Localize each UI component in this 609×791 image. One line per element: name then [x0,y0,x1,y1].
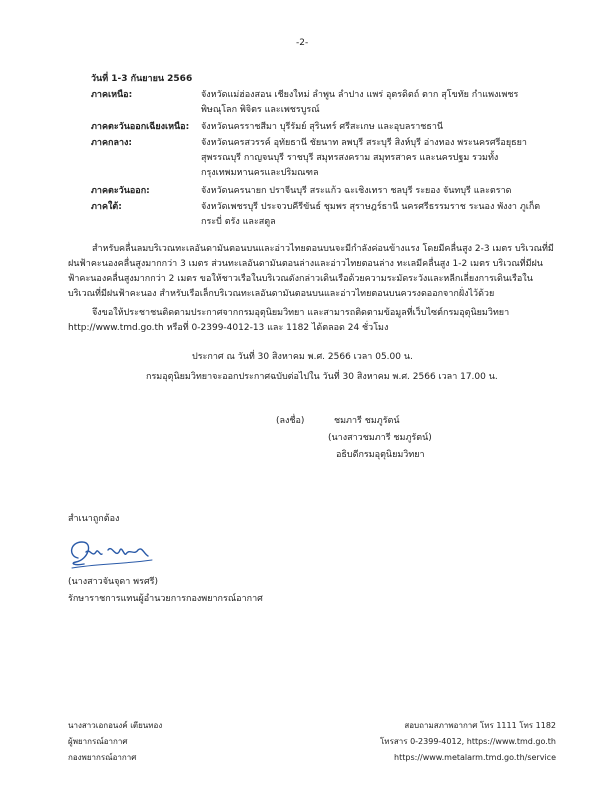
region-label: ภาคกลาง: [91,138,133,148]
region-provinces: จังหวัดแม่ฮ่องสอน เชียงใหม่ ลำพูน ลำปาง แพร่ อุตรดิตถ์ ตาก สุโขทัย กำแพงเพชร พิษณุโลก พิจิตร และเพชรบูรณ์ [201,90,519,115]
signed-prefix: (ลงชื่อ) [276,416,305,426]
region-central [91,136,551,181]
region-south [91,200,551,230]
region-label: ภาคตะวันออก: [91,186,150,196]
footer-right-line-1: สอบถามสภาพอากาศ โทร 1111 โทร 1182 [404,721,556,730]
certified-label: สำเนาถูกต้อง [68,514,120,524]
region-label: ภาคเหนือ: [91,90,133,100]
region-label: ภาคตะวันออกเฉียงเหนือ: [91,122,190,132]
follow-up-paragraph: จึงขอให้ประชาชนติดตามประกาศจากกรมอุตุนิยมวิทยา และสามารถติดตามข้อมูลที่เว็บไซต์กรมอุตุนิยมวิทยา http://www.tmd.go.th หรือที่ 0-2399-4012-13 และ 1182 ได้ตลอด 24 ชั่วโมง [68,308,510,333]
page-number: -2- [296,38,309,48]
footer-right-line-3[interactable]: https://www.metalarm.tmd.go.th/service [394,753,556,762]
footer-left-line-3: กองพยากรณ์อากาศ [68,753,137,762]
region-provinces: จังหวัดนครสวรรค์ อุทัยธานี ชัยนาท ลพบุรี สระบุรี สิงห์บุรี อ่างทอง พระนครศรีอยุธยา สุพรรณบุรี กาญจนบุรี ราชบุรี สมุทรสงคราม สมุทรสาคร และนครปฐม รวมทั้งกรุงเทพมหานครและปริมณฑล [201,138,527,178]
date-heading: วันที่ 1-3 กันยายน 2566 [91,74,193,84]
announce-line: ประกาศ ณ วันที่ 30 สิงหาคม พ.ศ. 2566 เวลา 05.00 น. [192,352,413,362]
certified-position: รักษาราชการแทนผู้อำนวยการกองพยากรณ์อากาศ [68,594,263,604]
region-north [91,88,551,118]
signer-full-name: (นางสาวชมภารี ชมภูรัตน์) [328,433,432,443]
region-northeast [91,120,551,135]
footer-left-line-2: ผู้พยากรณ์อากาศ [68,737,128,746]
region-provinces: จังหวัดนครนายก ปราจีนบุรี สระแก้ว ฉะเชิงเทรา ชลบุรี ระยอง จันทบุรี และตราด [201,186,512,196]
handwritten-signature [64,534,156,574]
footer-right-line-2[interactable]: โทรสาร 0-2399-4012, https://www.tmd.go.th [380,737,556,746]
next-announcement-line: กรมอุตุนิยมวิทยาจะออกประกาศฉบับต่อไปใน วันที่ 30 สิงหาคม พ.ศ. 2566 เวลา 17.00 น. [146,372,498,382]
signer-position: อธิบดีกรมอุตุนิยมวิทยา [336,450,425,460]
region-east [91,184,551,199]
region-label: ภาคใต้: [91,202,122,212]
region-provinces: จังหวัดเพชรบุรี ประจวบคีรีขันธ์ ชุมพร สุราษฎร์ธานี นครศรีธรรมราช ระนอง พังงา ภูเก็ต กระบี่ ตรัง และสตูล [201,202,541,227]
region-provinces: จังหวัดนครราชสีมา บุรีรัมย์ สุรินทร์ ศรีสะเกษ และอุบลราชธานี [201,122,444,132]
footer-left-line-1: นางสาวเอกอนงค์ เตียนทอง [68,721,163,730]
signed-name: ชมภารี ชมภูรัตน์ [334,416,400,426]
certified-name: (นางสาวจันจุดา พรศรี) [68,577,158,587]
marine-warning-paragraph: สำหรับคลื่นลมบริเวณทะเลอันดามันตอนบนและอ่าวไทยตอนบนจะมีกำลังค่อนข้างแรง โดยมีคลื่นสูง 2-3 เมตร บริเวณที่มีฝนฟ้าคะนองคลื่นสูงมากกว่า 3 เมตร ส่วนทะเลอันดามันตอนล่างและอ่าวไทยตอนล่าง ทะเลมีคลื่นสูง 1-2 เมตร บริเวณที่มีฝนฟ้าคะนองคลื่นสูงมากกว่า 2 เมตร ขอให้ชาวเรือในบริเวณดังกล่าวเดินเรือด้วยความระมัดระวังและหลีกเลี่ยงการเดินเรือในบริเวณที่มีฝนฟ้าคะนอง สำหรับเรือเล็กบริเวณทะเลอันดามันตอนบนและอ่าวไทยตอนบนควรงดออกจากฝั่งไว้ด้วย [68,244,554,299]
